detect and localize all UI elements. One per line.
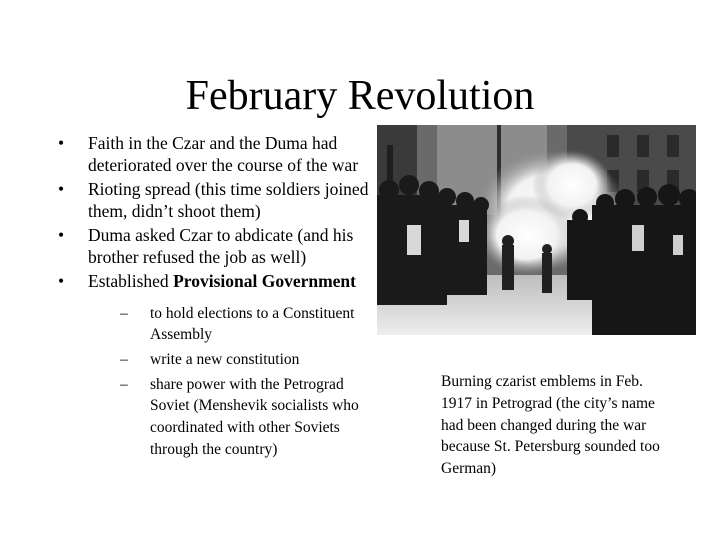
bullet-item xyxy=(58,225,378,268)
bullet-glyph: • xyxy=(58,225,65,245)
crowd-burning-emblems-image xyxy=(377,125,696,335)
bullet-text: Faith in the Czar and the Duma had deteriorated over the course of the war xyxy=(88,133,359,175)
bullet-text-bold: Provisional Government xyxy=(173,271,356,291)
photo-caption: Burning czarist emblems in Feb. 1917 in Petrograd (the city’s name had been changed during the war because St. Petersburg sounded too German) xyxy=(441,373,660,478)
bullet-text: Duma asked Czar to abdicate (and his brother refused the job as well) xyxy=(88,225,354,267)
bullet-list xyxy=(58,133,378,463)
bullet-text-plain: Established xyxy=(88,271,174,291)
historical-photo xyxy=(377,125,696,335)
bullet-glyph: • xyxy=(58,271,65,291)
sub-bullet-list xyxy=(88,303,378,461)
bullet-item xyxy=(58,271,378,460)
bullet-glyph: • xyxy=(58,179,65,199)
sub-bullet-text: write a new constitution xyxy=(150,350,300,368)
bullet-glyph: • xyxy=(58,133,65,153)
sub-bullet-item xyxy=(120,303,378,346)
sub-bullet-glyph: – xyxy=(120,304,128,322)
bullet-text: Rioting spread (this time soldiers joined them, didn’t shoot them) xyxy=(88,179,369,221)
sub-bullet-glyph: – xyxy=(120,375,128,393)
sub-bullet-glyph: – xyxy=(120,350,128,368)
sub-bullet-item xyxy=(120,349,378,371)
sub-bullet-text: to hold elections to a Constituent Assembly xyxy=(150,304,355,344)
bullet-item xyxy=(58,179,378,222)
slide-title: February Revolution xyxy=(185,73,535,119)
sub-bullet-item xyxy=(120,374,378,461)
bullet-text xyxy=(88,271,356,291)
bullet-item xyxy=(58,133,378,176)
sub-bullet-text: share power with the Petrograd Soviet (Menshevik socialists who coordinated with other Soviets through the country) xyxy=(150,375,359,458)
